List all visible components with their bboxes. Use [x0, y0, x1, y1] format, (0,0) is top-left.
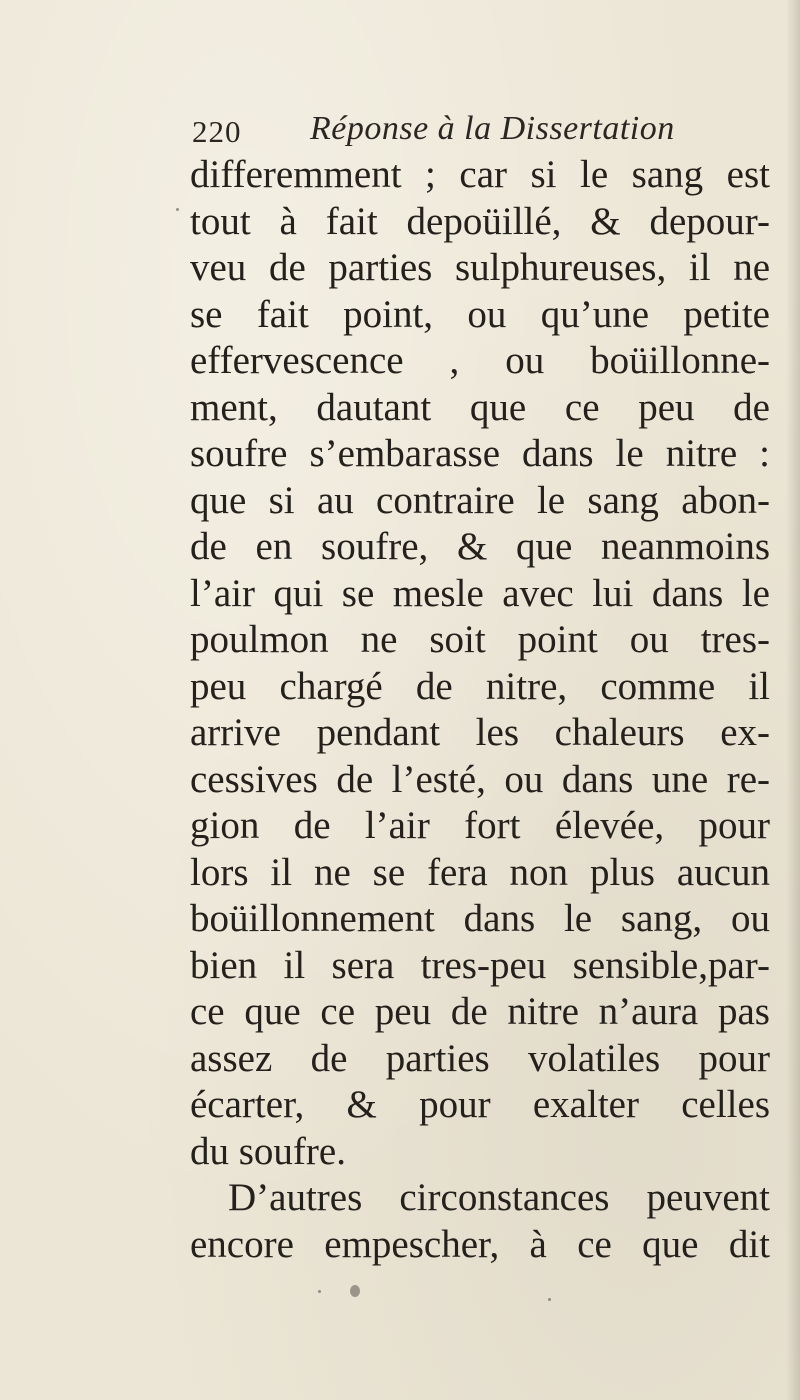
ink-speck: [318, 1290, 321, 1293]
text-line: tout à fait depoüillé, & depour-: [190, 199, 770, 243]
page-edge-shadow: [786, 0, 800, 1400]
text-line: poulmon ne soit point ou tres-: [190, 618, 770, 661]
page-header: [192, 108, 752, 152]
text-line: soufre s’embarasse dans le nitre :: [190, 432, 770, 475]
text-line: veu de parties sulphureuses, il ne: [190, 246, 770, 289]
text-line: cessives de l’esté, ou dans une re-: [190, 757, 770, 801]
text-line: gion de l’air fort élevée, pour: [190, 804, 770, 847]
page-number: 220: [192, 114, 242, 149]
text-line: effervescence , ou boüillonne-: [190, 339, 770, 382]
text-line: de en soufre, & que neanmoins: [190, 525, 770, 568]
text-line: encore empescher, à ce que dit: [190, 1222, 770, 1266]
body-text: [190, 152, 770, 1268]
ink-speck: [548, 1298, 551, 1301]
ink-smudge: [350, 1285, 360, 1297]
ink-speck: [176, 208, 179, 211]
text-line: ment, dautant que ce peu de: [190, 385, 770, 429]
text-line: lors il ne se fera non plus aucun: [190, 850, 770, 894]
text-line: arrive pendant les chaleurs ex-: [190, 711, 770, 754]
text-line: l’air qui se mesle avec lui dans le: [190, 571, 770, 615]
text-line: écarter, & pour exalter celles: [190, 1083, 770, 1126]
text-line: assez de parties volatiles pour: [190, 1036, 770, 1080]
paragraph-start-line: D’autres circonstances peuvent: [228, 1176, 770, 1219]
text-line: bien il sera tres-peu sensible,par-: [190, 943, 770, 987]
text-line: que si au contraire le sang abon-: [190, 478, 770, 522]
text-line: peu chargé de nitre, comme il: [190, 664, 770, 708]
running-title: Réponse à la Dissertation: [310, 110, 675, 147]
text-line: boüillonnement dans le sang, ou: [190, 897, 770, 940]
text-line: se fait point, ou qu’une petite: [190, 292, 770, 336]
text-line: ce que ce peu de nitre n’aura pas: [190, 990, 770, 1033]
text-line: du soufre.: [190, 1129, 346, 1173]
text-line: differemment ; car si le sang est: [190, 153, 770, 196]
